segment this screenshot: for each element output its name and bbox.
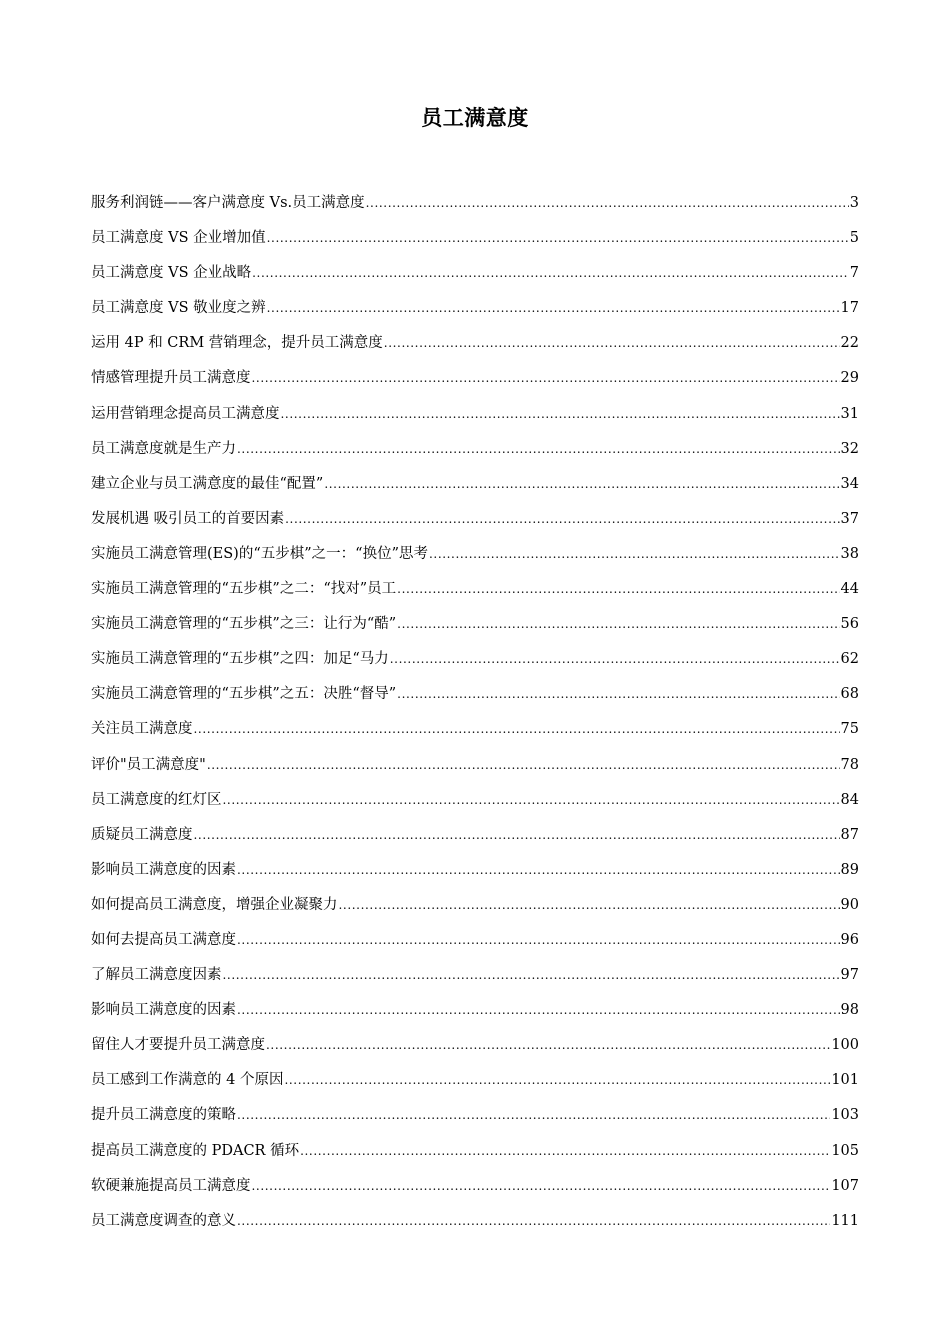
toc-entry-page-number: 68 bbox=[840, 686, 859, 703]
toc-entry-title: 实施员工满意管理(ES)的“五步棋”之一：“换位”思考 bbox=[91, 545, 428, 562]
toc-entry-page-number: 97 bbox=[840, 967, 859, 984]
dot-leader bbox=[285, 506, 839, 532]
dot-leader bbox=[324, 471, 839, 497]
toc-entry[interactable] bbox=[91, 576, 859, 611]
toc-entry-page-number: 101 bbox=[831, 1072, 859, 1089]
dot-leader bbox=[252, 1173, 831, 1199]
toc-entry[interactable] bbox=[91, 752, 859, 787]
toc-entry[interactable] bbox=[91, 716, 859, 751]
toc-entry[interactable] bbox=[91, 681, 859, 716]
toc-entry-title: 实施员工满意管理的“五步棋”之二：“找对”员工 bbox=[91, 581, 397, 598]
toc-entry-title: 评价"员工满意度" bbox=[91, 756, 206, 773]
toc-entry[interactable] bbox=[91, 611, 859, 646]
dot-leader bbox=[237, 436, 840, 462]
toc-entry-page-number: 111 bbox=[831, 1212, 859, 1229]
dot-leader bbox=[223, 962, 840, 988]
toc-entry[interactable] bbox=[91, 541, 859, 576]
toc-entry[interactable] bbox=[91, 927, 859, 962]
toc-entry-page-number: 84 bbox=[840, 791, 859, 808]
toc-entry-page-number: 100 bbox=[831, 1037, 859, 1054]
toc-entry-title: 了解员工满意度因素 bbox=[91, 967, 222, 984]
toc-entry-page-number: 90 bbox=[840, 896, 859, 913]
toc-entry-page-number: 105 bbox=[831, 1142, 859, 1159]
toc-entry[interactable] bbox=[91, 822, 859, 857]
toc-entry-title: 影响员工满意度的因素 bbox=[91, 861, 236, 878]
toc-entry[interactable] bbox=[91, 365, 859, 400]
toc-entry[interactable] bbox=[91, 997, 859, 1032]
toc-entry-title: 质疑员工满意度 bbox=[91, 826, 193, 843]
toc-entry-page-number: 34 bbox=[840, 475, 859, 492]
dot-leader bbox=[397, 681, 839, 707]
toc-entry-title: 留住人才要提升员工满意度 bbox=[91, 1037, 265, 1054]
toc-entry[interactable] bbox=[91, 436, 859, 471]
toc-entry[interactable] bbox=[91, 330, 859, 365]
toc-entry[interactable] bbox=[91, 1138, 859, 1173]
toc-entry[interactable] bbox=[91, 787, 859, 822]
toc-entry[interactable] bbox=[91, 506, 859, 541]
toc-entry-title: 建立企业与员工满意度的最佳“配置” bbox=[91, 475, 324, 492]
toc-entry-page-number: 56 bbox=[840, 616, 859, 633]
dot-leader bbox=[300, 1138, 830, 1164]
toc-entry-title: 实施员工满意管理的“五步棋”之五：决胜“督导” bbox=[91, 686, 397, 703]
toc-entry[interactable] bbox=[91, 1173, 859, 1208]
toc-entry[interactable] bbox=[91, 646, 859, 681]
toc-entry-title: 员工满意度的红灯区 bbox=[91, 791, 222, 808]
toc-entry-title: 发展机遇 吸引员工的首要因素 bbox=[91, 510, 285, 527]
toc-entry-title: 关注员工满意度 bbox=[91, 721, 193, 738]
toc-entry-page-number: 38 bbox=[840, 545, 859, 562]
dot-leader bbox=[397, 576, 839, 602]
toc-entry-page-number: 32 bbox=[840, 440, 859, 457]
toc-entry-page-number: 107 bbox=[831, 1177, 859, 1194]
dot-leader bbox=[237, 927, 840, 953]
toc-entry[interactable] bbox=[91, 1102, 859, 1137]
toc-entry-title: 情感管理提升员工满意度 bbox=[91, 370, 251, 387]
dot-leader bbox=[384, 330, 840, 356]
toc-entry-page-number: 96 bbox=[840, 931, 859, 948]
dot-leader bbox=[194, 716, 840, 742]
dot-leader bbox=[397, 611, 839, 637]
toc-entry[interactable] bbox=[91, 1208, 859, 1243]
toc-entry-title: 实施员工满意管理的“五步棋”之四：加足“马力 bbox=[91, 651, 389, 668]
toc-entry-page-number: 89 bbox=[840, 861, 859, 878]
toc-entry-page-number: 62 bbox=[840, 651, 859, 668]
dot-leader bbox=[223, 787, 840, 813]
dot-leader bbox=[281, 401, 840, 427]
toc-entry-title: 实施员工满意管理的“五步棋”之三：让行为“酷” bbox=[91, 616, 397, 633]
toc-entry[interactable] bbox=[91, 260, 859, 295]
toc-entry[interactable] bbox=[91, 892, 859, 927]
toc-entry-page-number: 3 bbox=[849, 195, 859, 211]
toc-entry[interactable] bbox=[91, 190, 859, 225]
toc-entry-title: 运用营销理念提高员工满意度 bbox=[91, 405, 280, 422]
toc-entry[interactable] bbox=[91, 225, 859, 260]
toc-entry-page-number: 78 bbox=[840, 756, 859, 773]
dot-leader bbox=[194, 822, 840, 848]
document-title: 员工满意度 bbox=[421, 106, 529, 130]
toc-entry-title: 员工满意度 VS 敬业度之辨 bbox=[91, 300, 266, 317]
table-of-contents bbox=[91, 190, 859, 1243]
toc-entry-page-number: 103 bbox=[831, 1107, 859, 1124]
dot-leader bbox=[237, 1208, 830, 1234]
dot-leader bbox=[252, 260, 849, 286]
toc-entry[interactable] bbox=[91, 962, 859, 997]
dot-leader bbox=[237, 1102, 830, 1128]
toc-entry-page-number: 29 bbox=[840, 370, 859, 387]
toc-entry[interactable] bbox=[91, 295, 859, 330]
dot-leader bbox=[266, 1032, 830, 1058]
toc-entry-page-number: 31 bbox=[840, 405, 859, 422]
toc-entry-page-number: 7 bbox=[849, 265, 859, 282]
dot-leader bbox=[390, 646, 840, 672]
dot-leader bbox=[237, 997, 840, 1023]
dot-leader bbox=[339, 892, 840, 918]
toc-entry-page-number: 44 bbox=[840, 581, 859, 598]
toc-entry-title: 员工满意度调查的意义 bbox=[91, 1212, 236, 1229]
toc-entry-page-number: 37 bbox=[840, 510, 859, 527]
toc-entry-title: 服务利润链——客户满意度 Vs.员工满意度 bbox=[91, 195, 365, 211]
toc-entry-title: 运用 4P 和 CRM 营销理念，提升员工满意度 bbox=[91, 335, 383, 352]
dot-leader bbox=[207, 752, 840, 778]
toc-entry-title: 影响员工满意度的因素 bbox=[91, 1002, 236, 1019]
toc-entry[interactable] bbox=[91, 1067, 859, 1102]
toc-entry[interactable] bbox=[91, 471, 859, 506]
toc-entry-page-number: 5 bbox=[849, 230, 859, 247]
toc-entry-title: 软硬兼施提高员工满意度 bbox=[91, 1177, 251, 1194]
toc-entry-page-number: 22 bbox=[840, 335, 859, 352]
dot-leader bbox=[429, 541, 840, 567]
dot-leader bbox=[252, 365, 840, 391]
toc-entry-page-number: 17 bbox=[840, 300, 859, 317]
toc-entry-title: 员工满意度就是生产力 bbox=[91, 440, 236, 457]
toc-entry-title: 提升员工满意度的策略 bbox=[91, 1107, 236, 1124]
toc-entry-title: 提高员工满意度的 PDACR 循环 bbox=[91, 1142, 300, 1159]
dot-leader bbox=[267, 225, 849, 251]
toc-entry[interactable] bbox=[91, 401, 859, 436]
dot-leader bbox=[267, 295, 840, 321]
toc-entry-title: 如何去提高员工满意度 bbox=[91, 931, 236, 948]
toc-entry-title: 如何提高员工满意度，增强企业凝聚力 bbox=[91, 896, 338, 913]
toc-entry[interactable] bbox=[91, 1032, 859, 1067]
toc-entry[interactable] bbox=[91, 857, 859, 892]
toc-entry-page-number: 98 bbox=[840, 1002, 859, 1019]
dot-leader bbox=[237, 857, 840, 883]
toc-entry-title: 员工满意度 VS 企业战略 bbox=[91, 265, 252, 282]
toc-entry-page-number: 87 bbox=[840, 826, 859, 843]
toc-entry-page-number: 75 bbox=[840, 721, 859, 738]
toc-entry-title: 员工满意度 VS 企业增加值 bbox=[91, 230, 266, 247]
dot-leader bbox=[284, 1067, 830, 1093]
toc-entry-title: 员工感到工作满意的 4 个原因 bbox=[91, 1072, 284, 1089]
dot-leader bbox=[366, 190, 849, 216]
